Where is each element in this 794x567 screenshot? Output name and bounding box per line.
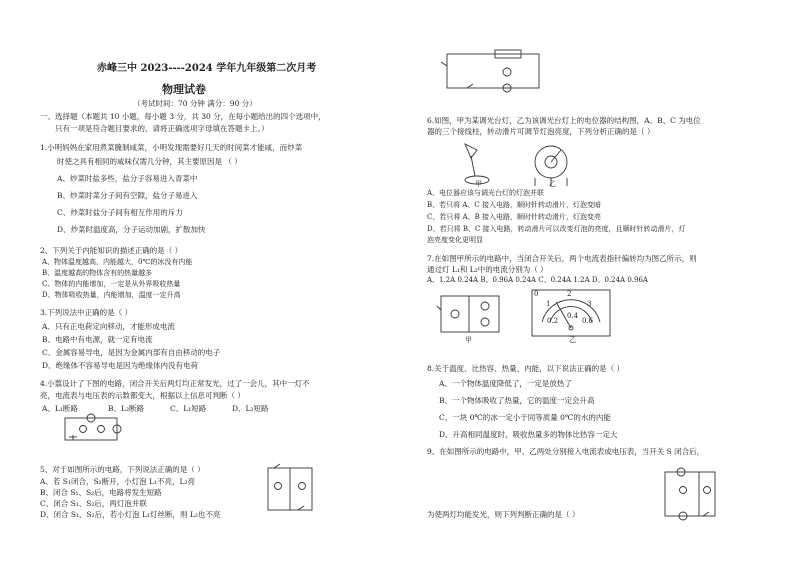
q3-option-d: D、绝缘体不容易导电是因为绝缘体内没有电荷 — [42, 361, 199, 370]
q9-stem-line2: 为使两灯均能发光，则下列判断正确的是（ ） — [427, 510, 580, 519]
exam-title: 赤峰三中 2023----2024 学年九年级第二次月考 — [97, 63, 317, 74]
q2-option-a: A、物体温度越高，内能越大，0℃的冰没有内能 — [42, 258, 193, 266]
q7-tick-0: 0 — [534, 290, 539, 298]
q8-option-b: B、一个物体吸收了热量，它的温度一定会升高 — [439, 396, 595, 405]
q1-option-b: B、炒菜时菜分子间有空隙，盐分子易进入 — [57, 191, 198, 200]
q6-option-a: A、电位器应该与调光台灯的灯泡并联 — [427, 189, 545, 197]
q9-circuit-diagram — [659, 462, 721, 524]
q7-tick-04: 0.4 — [567, 312, 579, 320]
q7-tick-3: 3 — [587, 300, 592, 308]
q4-option-b: B、L₂断路 — [108, 404, 144, 413]
q6-stem-line2: 器的三个接线柱，转动滑片可调节灯泡亮度，下列分析正确的是（ ） — [427, 127, 655, 136]
q5-option-d: D、闭合 S₁、S₂后，若小灯泡 L₁灯丝断，则 L₂也不亮 — [40, 510, 221, 519]
q7-tick-06: 0.6 — [582, 317, 594, 325]
q9-stem-line1: 9、在如图所示的电路中，甲、乙两处分别接入电流表或电压表，当开关 S 闭合后， — [427, 447, 705, 456]
q1-stem-line1: 1.小明妈妈在家用煮菜腌制咸菜，小明发现需要好几天的时间菜才能咸，而炒菜 — [40, 143, 303, 152]
q5-option-b: B、闭合 S₁、S₂后，电路将发生短路 — [40, 488, 162, 497]
q4-stem-line2: 亮，电流表与电压表的示数都变大，根据以上信息可判断（ ） — [40, 391, 245, 400]
q5-option-a: A、若 S₁闭合，S₂断开，小灯泡 L₁不亮，L₂亮 — [40, 477, 195, 486]
q3-option-c: C、金属容易导电，是因为金属内部有自由移动的电子 — [42, 348, 221, 357]
q5-circuit-diagram — [262, 462, 322, 517]
q7-tick-1: 1 — [546, 300, 551, 308]
q1-option-d: D、炒菜时温度高，分子运动加剧，扩散加快 — [57, 225, 206, 234]
top-circuit-diagram — [437, 46, 557, 96]
q4-option-c: C、L₁短路 — [170, 404, 207, 413]
q7-fig-label-yi: 乙 — [569, 336, 576, 344]
q4-option-a: A、L₁断路 — [42, 404, 78, 413]
q7-stem-line1: 7.在如图甲所示的电路中，当闭合开关后，两个电流表指针偏转均为图乙所示，则 — [427, 254, 697, 263]
q7-circuit-diagram — [435, 290, 505, 338]
q1-option-a: A、炒菜时盐多些，盐分子容易进入青菜中 — [57, 174, 198, 183]
q6-fig-label-yi: 乙 — [549, 180, 556, 188]
q8-option-a: A、一个物体温度降低了，一定是放热了 — [439, 379, 572, 388]
q1-option-c: C、炒菜时盐分子间有相互作用的斥力 — [57, 208, 183, 217]
exam-info: （考试时间：70 分钟 满分：90 分） — [133, 99, 257, 108]
q8-stem: 8.关于温度、比热容、热量、内能，以下说法正确的是（ ） — [427, 364, 625, 373]
q8-option-d: D、升高相同温度时，吸收热量多的物体比热容一定大 — [439, 430, 618, 439]
q6-fig-label-jia: 甲 — [475, 180, 482, 188]
q7-fig-label-jia: 甲 — [465, 336, 472, 344]
section1-intro-line2: 只有一项是符合题目要求的，请将正确选项字母填在答题卡上。） — [55, 124, 269, 133]
q5-option-c: C、闭合 S₁、S₂后，两灯泡并联 — [40, 499, 147, 508]
q2-option-b: B、温度越高的物体含有的热量越多 — [42, 269, 153, 277]
q3-option-a: A、只有正电荷定向移动，才能形成电流 — [42, 322, 175, 331]
q3-option-b: B、电路中有电源，就一定有电流 — [42, 335, 153, 344]
q1-stem-line2: 时使之具有相同的咸味仅需几分钟，其主要原因是 （ ） — [57, 157, 242, 166]
q6-option-d-cont: 泡亮度变化更明显 — [427, 236, 483, 244]
q5-stem: 5、对于如图所示的电路，下列说法正确的是（ ） — [40, 465, 205, 474]
q2-option-d: D、物体吸收热量，内能增加，温度一定升高 — [42, 291, 181, 299]
q7-tick-02: 0.2 — [547, 317, 559, 325]
q7-options: A、1.2A 0.24A B、0.96A 0.24A C、0.24A 1.2A D、0.24A 0.96A — [427, 276, 648, 284]
q6-stem-line1: 6.如图，甲为某调光台灯，乙为该调光台灯上的电位器的结构图，A、B、C 为电位 — [427, 116, 701, 125]
q3-stem: 3.下列说法中正确的是（ ） — [40, 308, 133, 317]
section1-intro-line1: 一、选择题（本题共 10 小题，每小题 3 分，共 30 分，在每小题给出的四个选项中， — [40, 112, 326, 121]
q6-option-d: D、若只将 B、C 接入电路，转动滑片可以改变灯泡的亮度，且顺时针转动滑片，灯 — [427, 225, 686, 233]
q8-option-c: C、一块 0℃的冰一定小于同等质量 0℃的水的内能 — [439, 413, 611, 422]
q2-stem: 2、下列关于内能知识的描述正确的是（ ） — [40, 246, 183, 255]
q4-circuit-diagram — [55, 412, 125, 446]
q7-stem-line2: 通过灯 L₁和 L₂中的电流分别为（ ） — [427, 265, 548, 274]
exam-subtitle: 物理试卷 — [162, 83, 206, 96]
q6-option-b: B、若只将 A、C 接入电路，顺时针转动滑片，灯泡变暗 — [427, 201, 602, 209]
right-column — [397, 0, 794, 567]
q6-option-c: C、若只将 A、B 接入电路，顺时针转动滑片，灯泡变亮 — [427, 213, 602, 221]
q7-tick-2: 2 — [567, 290, 572, 298]
q4-stem-line1: 4.小翦设计了下图的电路，闭合开关后两灯均正常发光，过了一会儿，其中一灯不 — [40, 379, 310, 388]
q2-option-c: C、物体的内能增加，一定是从外界吸收热量 — [42, 280, 181, 288]
q4-option-d: D、L₂短路 — [232, 404, 269, 413]
